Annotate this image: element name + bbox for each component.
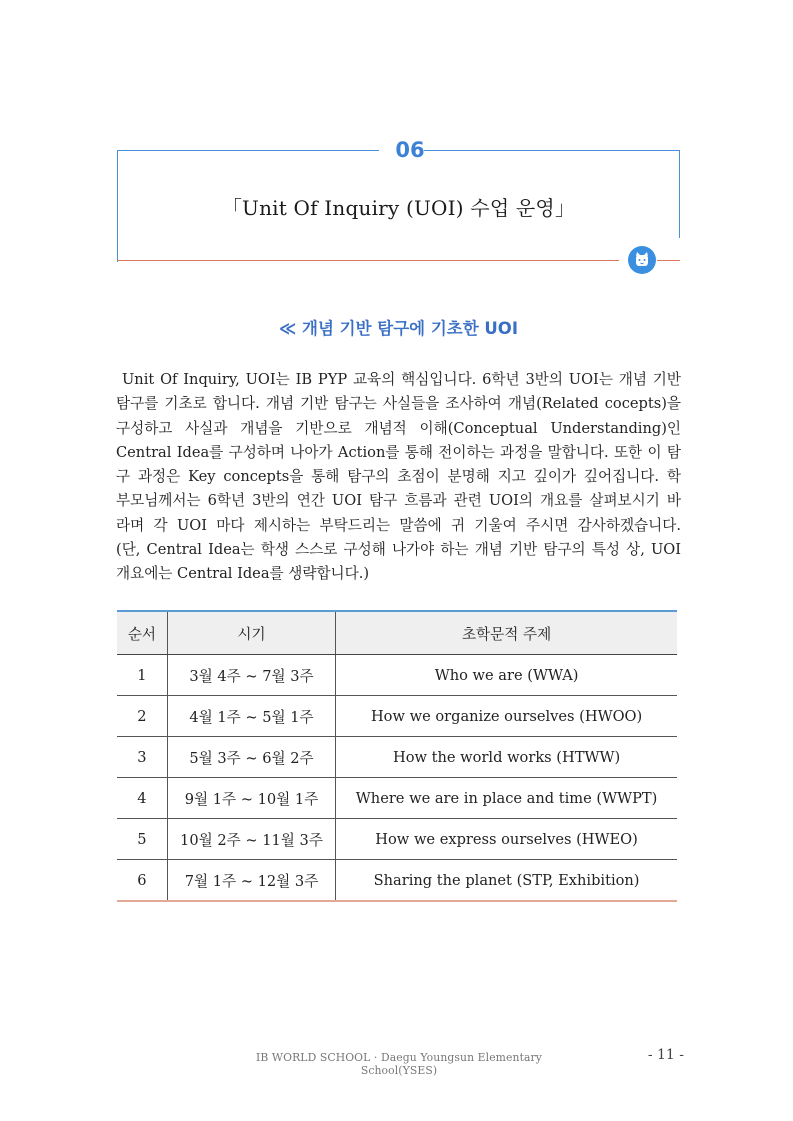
intro-line: 부모님께서는 6학년 3반의 연간 UOI 탐구 흐름과 관련 UOI의 개요를 살펴보시기 바 xyxy=(116,492,681,510)
cell-order: 2 xyxy=(117,696,167,737)
header-theme: 초학문적 주제 xyxy=(336,611,677,655)
header-order: 순서 xyxy=(117,611,167,655)
cell-theme: How we express ourselves (HWEO) xyxy=(336,819,677,860)
cell-period: 5월 3주 ~ 6월 2주 xyxy=(167,737,335,778)
cell-theme: How the world works (HTWW) xyxy=(336,737,677,778)
table-header-row xyxy=(117,611,677,655)
cell-order: 4 xyxy=(117,778,167,819)
table-row xyxy=(117,696,677,737)
cell-order: 6 xyxy=(117,860,167,902)
cell-theme: How we organize ourselves (HWOO) xyxy=(336,696,677,737)
table-row xyxy=(117,778,677,819)
table-row xyxy=(117,737,677,778)
page-number: - 11 - xyxy=(647,1047,684,1063)
page-title: 「Unit Of Inquiry (UOI) 수업 운영」 xyxy=(221,196,576,220)
section-number: 06 xyxy=(395,138,425,162)
table-row xyxy=(117,819,677,860)
frame-top-right-line xyxy=(424,150,680,151)
cell-period: 10월 2주 ~ 11월 3주 xyxy=(167,819,335,860)
cell-period: 4월 1주 ~ 5월 1주 xyxy=(167,696,335,737)
frame-top-left-line xyxy=(117,150,379,151)
intro-line: 개요에는 Central Idea를 생략합니다.) xyxy=(116,565,370,583)
intro-paragraph xyxy=(116,368,681,587)
intro-line: (단, Central Idea는 학생 스스로 구성해 나가야 하는 개념 기반 탐구의 특성 상, UOI xyxy=(116,541,681,559)
header-period: 시기 xyxy=(167,611,335,655)
uoi-schedule-table xyxy=(117,610,677,902)
footer-school-name: IB WORLD SCHOOL · Daegu Youngsun Elementary School(YSES) xyxy=(255,1051,543,1077)
cell-order: 1 xyxy=(117,655,167,696)
cell-period: 3월 4주 ~ 7월 3주 xyxy=(167,655,335,696)
cell-period: 7월 1주 ~ 12월 3주 xyxy=(167,860,335,902)
intro-line: 구성하고 사실과 개념을 기반으로 개념적 이해(Conceptual Understanding)인 xyxy=(116,419,681,437)
cat-face-icon xyxy=(628,246,656,274)
table-row xyxy=(117,655,677,696)
table-row xyxy=(117,860,677,902)
frame-bottom-line xyxy=(117,260,619,261)
section-heading: ≪ 개념 기반 탐구에 기초한 UOI xyxy=(279,319,518,338)
cell-theme: Who we are (WWA) xyxy=(336,655,677,696)
cell-order: 5 xyxy=(117,819,167,860)
intro-line: Unit Of Inquiry, UOI는 IB PYP 교육의 핵심입니다. 6학년 3반의 UOI는 개념 기반 xyxy=(122,371,681,388)
intro-line: 라며 각 UOI 마다 제시하는 부탁드리는 말씀에 귀 기울여 주시면 감사하겠습니다. xyxy=(116,516,681,534)
intro-line: 구 과정은 Key concepts을 통해 탐구의 초점이 분명해 지고 깊이가 깊어집니다. 학 xyxy=(116,468,681,486)
cell-theme: Where we are in place and time (WWPT) xyxy=(336,778,677,819)
cell-order: 3 xyxy=(117,737,167,778)
intro-line: 탐구를 기초로 합니다. 개념 기반 탐구는 사실들을 조사하여 개념(Related cocepts)을 xyxy=(116,395,681,413)
frame-bottom-right-line xyxy=(657,260,680,261)
intro-line: Central Idea를 구성하며 나아가 Action를 통해 전이하는 과정을 말합니다. 또한 이 탐 xyxy=(116,443,681,461)
cell-theme: Sharing the planet (STP, Exhibition) xyxy=(373,871,640,889)
cell-period: 9월 1주 ~ 10월 1주 xyxy=(167,778,335,819)
